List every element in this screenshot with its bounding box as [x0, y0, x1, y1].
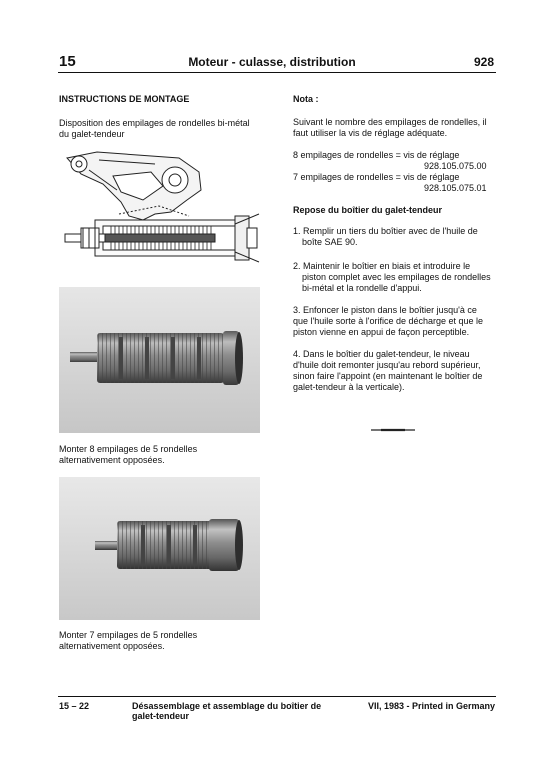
part-number-2: 928.105.075.01	[424, 183, 487, 193]
step-3-line-2: que l'huile sorte à l'orifice de décharge et que le	[293, 316, 484, 326]
photo-8-stacks	[59, 287, 260, 433]
left-heading: INSTRUCTIONS DE MONTAGE	[59, 94, 190, 104]
footer-edition: VII, 1983 - Printed in Germany	[367, 701, 495, 711]
step-1	[293, 226, 478, 248]
step-4-line-4: galet-tendeur à la verticale).	[293, 382, 405, 392]
step-1-line-1: 1. Remplir un tiers du boîtier avec de l'huile de	[293, 226, 478, 236]
intro-line-2: du galet-tendeur	[59, 129, 125, 139]
tensioner-cross-section-drawing	[59, 144, 264, 276]
model-number: 928	[473, 55, 494, 69]
caption-2-line-2: alternativement opposées.	[59, 641, 165, 651]
step-1-line-2: boîte SAE 90.	[302, 237, 358, 247]
nota-line-1: Suivant le nombre des empilages de rondelles, il	[293, 117, 487, 127]
end-mark	[371, 427, 415, 433]
step-3-line-1: 3. Enfoncer le piston dans le boîtier jusqu'à ce	[293, 305, 477, 315]
caption-1-line-2: alternativement opposées.	[59, 455, 165, 465]
step-3	[293, 305, 483, 338]
footer-title	[132, 701, 321, 721]
intro-text	[59, 118, 250, 140]
step-4-line-1: 4. Dans le boîtier du galet-tendeur, le niveau	[293, 349, 470, 359]
step-2-line-1: 2. Maintenir le boîtier en biais et introduire le	[293, 261, 471, 271]
rule-8-stacks: 8 empilages de rondelles = vis de réglage	[293, 150, 460, 160]
caption-1-line-1: Monter 8 empilages de 5 rondelles	[59, 444, 198, 454]
step-3-line-3: piston vienne en appui de façon perceptible.	[293, 327, 470, 337]
footer-rule	[58, 696, 496, 697]
step-2	[293, 261, 491, 294]
step-4-line-2: d'huile doit remonter jusqu'au rebord supérieur,	[293, 360, 481, 370]
nota-heading: Nota :	[293, 94, 319, 104]
caption-2	[59, 630, 197, 652]
step-2-line-3: bi-métal et la rondelle d'appui.	[302, 283, 422, 293]
footer-title-line-1: Désassemblage et assemblage du boîtier de	[132, 701, 322, 711]
photo-7-stacks	[59, 477, 260, 620]
intro-line-1: Disposition des empilages de rondelles bi-métal	[59, 118, 250, 128]
step-4	[293, 349, 482, 393]
repose-heading: Repose du boîtier du galet-tendeur	[293, 205, 443, 215]
nota-line-2: faut utiliser la vis de réglage adéquate.	[293, 128, 448, 138]
footer-page: 15 – 22	[59, 701, 90, 711]
nota-text	[293, 117, 487, 139]
caption-2-line-1: Monter 7 empilages de 5 rondelles	[59, 630, 198, 640]
step-4-line-3: sinon faire l'appoint (en maintenant le boîtier de	[293, 371, 483, 381]
section-number: 15	[59, 53, 76, 70]
part-number-1: 928.105.075.00	[424, 161, 487, 171]
caption-1	[59, 444, 197, 466]
header-rule	[58, 72, 496, 73]
rule-7-stacks: 7 empilages de rondelles = vis de réglage	[293, 172, 460, 182]
step-2-line-2: piston complet avec les empilages de rondelles	[302, 272, 491, 282]
footer-title-line-2: galet-tendeur	[132, 711, 190, 721]
page-title: Moteur - culasse, distribution	[188, 55, 356, 69]
